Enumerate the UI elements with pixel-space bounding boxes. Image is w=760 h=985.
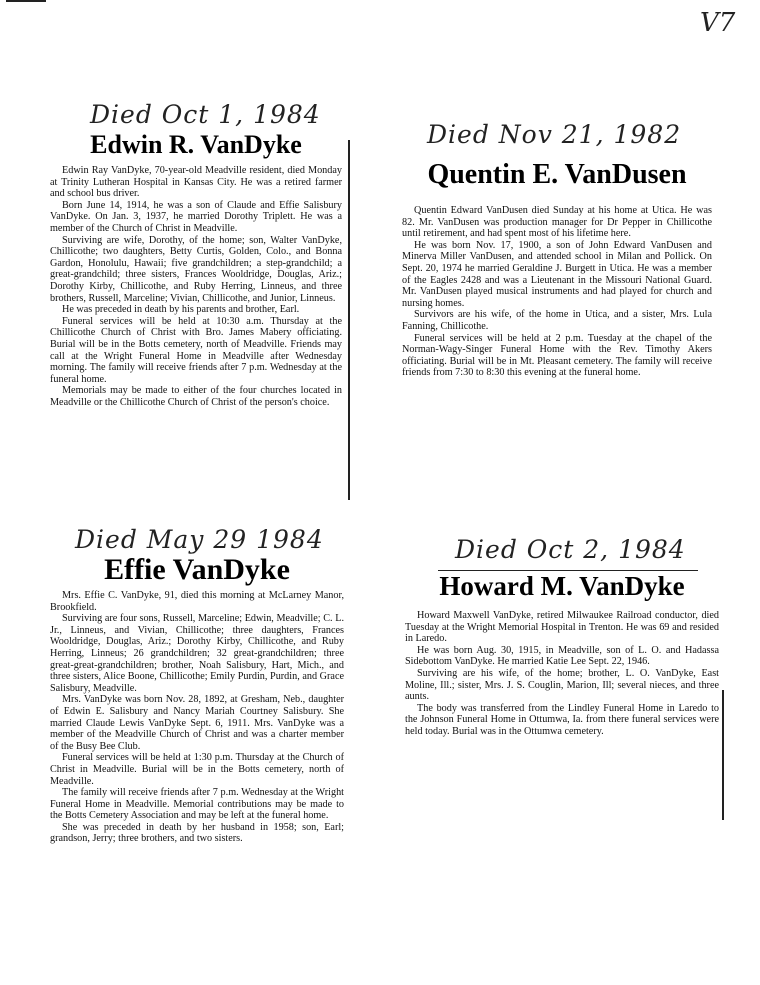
obituary-body: [402, 205, 712, 379]
obituary-body: [405, 610, 719, 738]
obituary-paragraph: Mrs. VanDyke was born Nov. 28, 1892, at Gresham, Neb., daughter of Edwin E. Salisbury and Nancy Mariah Courtney Salisbury. She married Claude Lewis VanDyke Sept. 6, 1911. Mrs. VanDyke was a member of the Meadville Church of Christ and was a charter member of the Busy Bee Club.: [50, 694, 344, 752]
obituary-paragraph: Surviving are wife, Dorothy, of the home; son, Walter VanDyke, Chillicothe; two daughters, Betty Curtis, Golden, Colo., and Bonna Gardon, Honolulu, Hawaii; five grandchildren; a step-grandchild; a great-grandchild; three sisters, Frances Wooldridge, Douglas, Ariz.; Dorothy Kirby, Chillicothe, and Ruby Herring, Linneus, and three brothers, Russell, Marceline; Vivian, Chillicothe, and Junior, Linneus.: [50, 234, 342, 304]
handwritten-date-note: Died May 29 1984: [75, 525, 324, 554]
obituary-name: Edwin R. VanDyke: [90, 130, 302, 159]
page-number-note: V7: [700, 8, 736, 38]
obituary-edwin-vandyke: [50, 100, 342, 408]
underline-rule: [438, 570, 698, 571]
obituary-paragraph: Surviving are four sons, Russell, Marceline; Edwin, Meadville; C. L. Jr., Linneus, and Vivian, Chillicothe; three daughters, Frances Wooldridge, Douglas, Ariz.; Dorothy Kirby, Chillicothe, and Ruby Herring, Linneus; 26 grandchildren; 32 great-grandchildren; three great-great-grandchildren; brother, Noah Salisbury, Hart, Mich., and three sisters, Alice Boone, Chillicothe; Emily Purdin, Purdin, and Grace Salisbury, Meadville.: [50, 613, 344, 694]
obituary-paragraph: The body was transferred from the Lindley Funeral Home in Laredo to the Johnson Funeral Home in Ottumwa, Ia. from there funeral services were held today. Burial was in the Ottumwa cemetery.: [405, 702, 719, 737]
obituary-paragraph: Surviving are his wife, of the home; brother, L. O. VanDyke, East Moline, Ill.; sister, Mrs. J. S. Couglin, Marion, Ill; several nieces, and three aunts.: [405, 667, 719, 703]
corner-mark: [6, 0, 46, 2]
obituary-paragraph: Edwin Ray VanDyke, 70-year-old Meadville resident, died Monday at Trinity Lutheran Hospital in Kansas City. He was a retired farmer and school bus driver.: [50, 165, 342, 200]
obituary-paragraph: He was preceded in death by his parents and brother, Earl.: [62, 304, 300, 316]
obituary-quentin-vandusen: [402, 120, 712, 379]
obituary-paragraph: Howard Maxwell VanDyke, retired Milwaukee Railroad conductor, died Tuesday at the Wright Memorial Hospital in Trenton. He was 69 and resided in Laredo.: [405, 610, 719, 645]
obituary-paragraph: Born June 14, 1914, he was a son of Claude and Effie Salisbury VanDyke. On Jan. 3, 1937, he married Dorothy Triplett. He was a member of the Church of Christ in Meadville.: [50, 199, 342, 234]
handwritten-date-note: Died Nov 21, 1982: [427, 120, 682, 149]
obituary-name: Quentin E. VanDusen: [427, 159, 687, 190]
handwritten-date-note: Died Oct 1, 1984: [90, 100, 321, 129]
obituary-paragraph: He was born Nov. 17, 1900, a son of John Edward VanDusen and Minerva Miller VanDusen, and attended school in Milan and Pollick. On Sept. 20, 1974 he married Geraldine J. Burgett in Utica. He was a member of the Eagles 2428 and was a Lieutenant in the Missouri National Guard. Mr. VanDusen played musical instruments and had played for church and nursing homes.: [402, 239, 712, 309]
obituary-paragraph: Funeral services will be held at 2 p.m. Tuesday at the chapel of the Norman-Wagy-Singer Funeral Home with the Rev. Timothy Akers officiating. Burial will be in Mt. Pleasant cemetery. The family will receive friends from 7:30 to 8:30 this evening at the funeral home.: [402, 332, 712, 379]
obituary-body: [50, 165, 342, 408]
obituary-body: [50, 590, 344, 845]
obituary-paragraph: He was born Aug. 30, 1915, in Meadville, son of L. O. and Hadassa Sidebottom VanDyke. He married Katie Lee Sept. 22, 1946.: [405, 644, 719, 668]
obituary-paragraph: Funeral services will be held at 10:30 a.m. Thursday at the Chillicothe Church of Christ with Bro. James Mabery officiating. Burial will be in the Botts cemetery, north of Meadville. Friends may call at the Wright Funeral Home in Meadville after Wednesday morning. The family will receive friends after 7 p.m. Wednesday at the funeral home.: [50, 315, 342, 385]
column-rule: [348, 140, 350, 500]
obituary-paragraph: Memorials may be made to either of the four churches located in Meadville or the Chillicothe Church of Christ of the person's choice.: [50, 385, 342, 408]
obituary-paragraph: The family will receive friends after 7 p.m. Wednesday at the Wright Funeral Home in Meadville. Memorial contributions may be made to the Botts Cemetery Association and may be left at the funeral home.: [50, 787, 344, 822]
obituary-name: Effie VanDyke: [104, 553, 290, 586]
obituary-paragraph: Mrs. Effie C. VanDyke, 91, died this morning at McLarney Manor, Brookfield.: [50, 590, 344, 613]
obituary-name: Howard M. VanDyke: [439, 571, 685, 601]
handwritten-date-note: Died Oct 2, 1984: [455, 535, 686, 564]
column-rule: [722, 690, 724, 820]
obituary-effie-vandyke: [50, 525, 344, 845]
obituary-paragraph: Survivors are his wife, of the home in Utica, and a sister, Mrs. Lula Fanning, Chillicothe.: [402, 309, 712, 332]
obituary-paragraph: Quentin Edward VanDusen died Sunday at his home at Utica. He was 82. Mr. VanDusen was production manager for Dr Pepper in Chillicothe until retirement, and had spent most of his lifetime here.: [402, 205, 712, 240]
obituary-howard-vandyke: [405, 535, 719, 738]
obituary-paragraph: She was preceded in death by her husband in 1958; son, Earl; grandson, Jerry; three brothers, and two sisters.: [50, 821, 344, 845]
obituary-paragraph: Funeral services will be held at 1:30 p.m. Thursday at the Church of Christ in Meadville. Burial will be in the Botts cemetery, north of Meadville.: [50, 752, 344, 787]
